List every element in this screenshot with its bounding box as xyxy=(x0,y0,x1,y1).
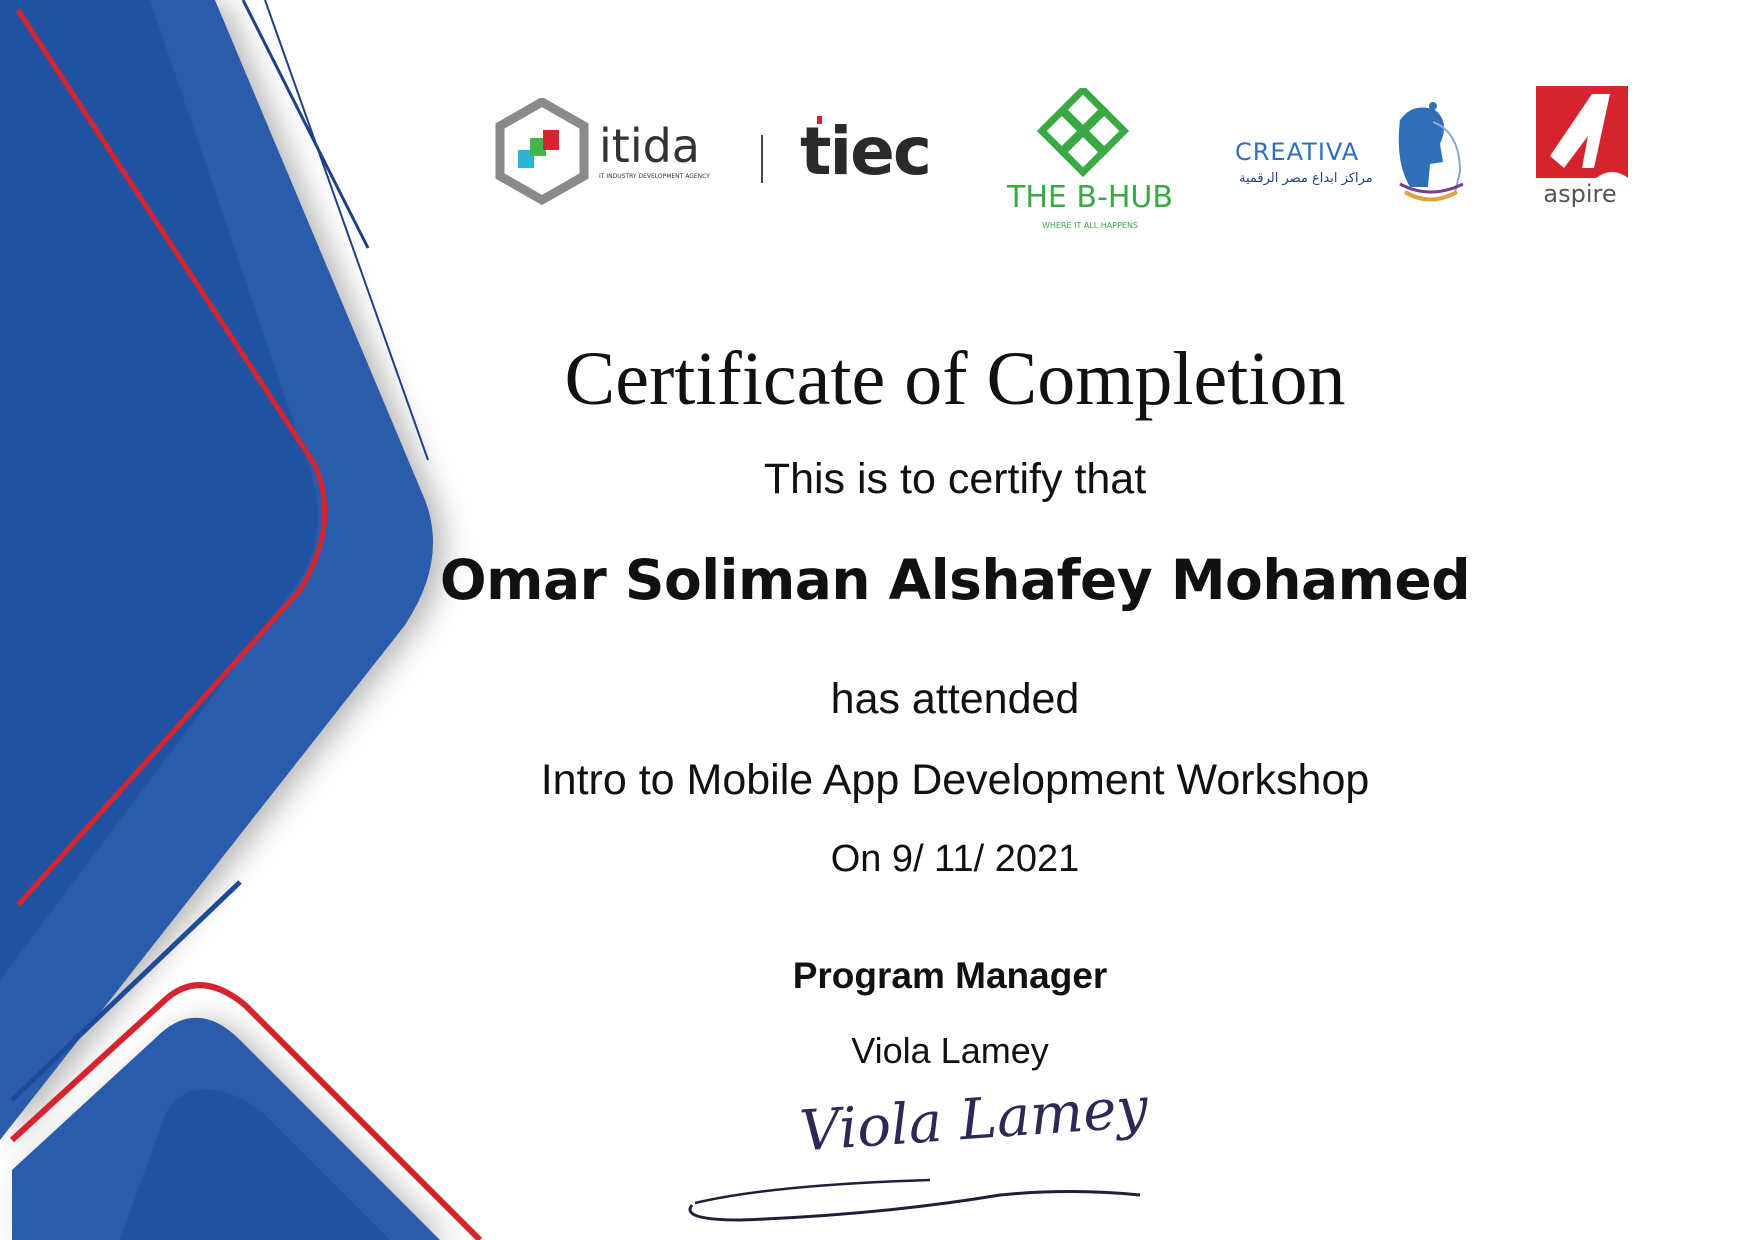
bhub-tagline: WHERE IT ALL HAPPENS xyxy=(1041,221,1139,230)
course-name: Intro to Mobile App Development Workshop xyxy=(540,756,1370,804)
aspire-logo xyxy=(1532,86,1632,211)
logo-separator xyxy=(761,135,763,183)
handwritten-signature xyxy=(680,1070,1180,1230)
bhub-logo xyxy=(1005,88,1185,238)
itida-wordmark: itida xyxy=(599,119,700,173)
bhub-wordmark: THE B-HUB xyxy=(1007,180,1173,215)
attended-text: has attended xyxy=(830,675,1080,723)
completion-date: On 9/ 11/ 2021 xyxy=(830,838,1080,880)
aspire-wordmark: aspire xyxy=(1543,180,1617,208)
creativa-logo xyxy=(1235,92,1485,212)
tiec-wordmark: tiec xyxy=(800,113,931,187)
itida-logo xyxy=(495,98,725,210)
itida-tagline: IT INDUSTRY DEVELOPMENT AGENCY xyxy=(599,173,710,180)
creativa-arabic: مراكز ابداع مصر الرقمية xyxy=(1239,171,1373,186)
signature-script: Viola Lamey xyxy=(797,1075,1151,1165)
tiec-logo xyxy=(800,112,960,187)
recipient-name: Omar Soliman Alshafey Mohamed xyxy=(439,548,1471,612)
signatory-role: Program Manager xyxy=(792,955,1108,996)
certificate-title: Certificate of Completion xyxy=(564,337,1346,421)
creativa-wordmark: CREATIVA xyxy=(1235,138,1360,166)
certify-intro: This is to certify that xyxy=(763,455,1147,503)
signatory-name: Viola Lamey xyxy=(851,1030,1049,1071)
